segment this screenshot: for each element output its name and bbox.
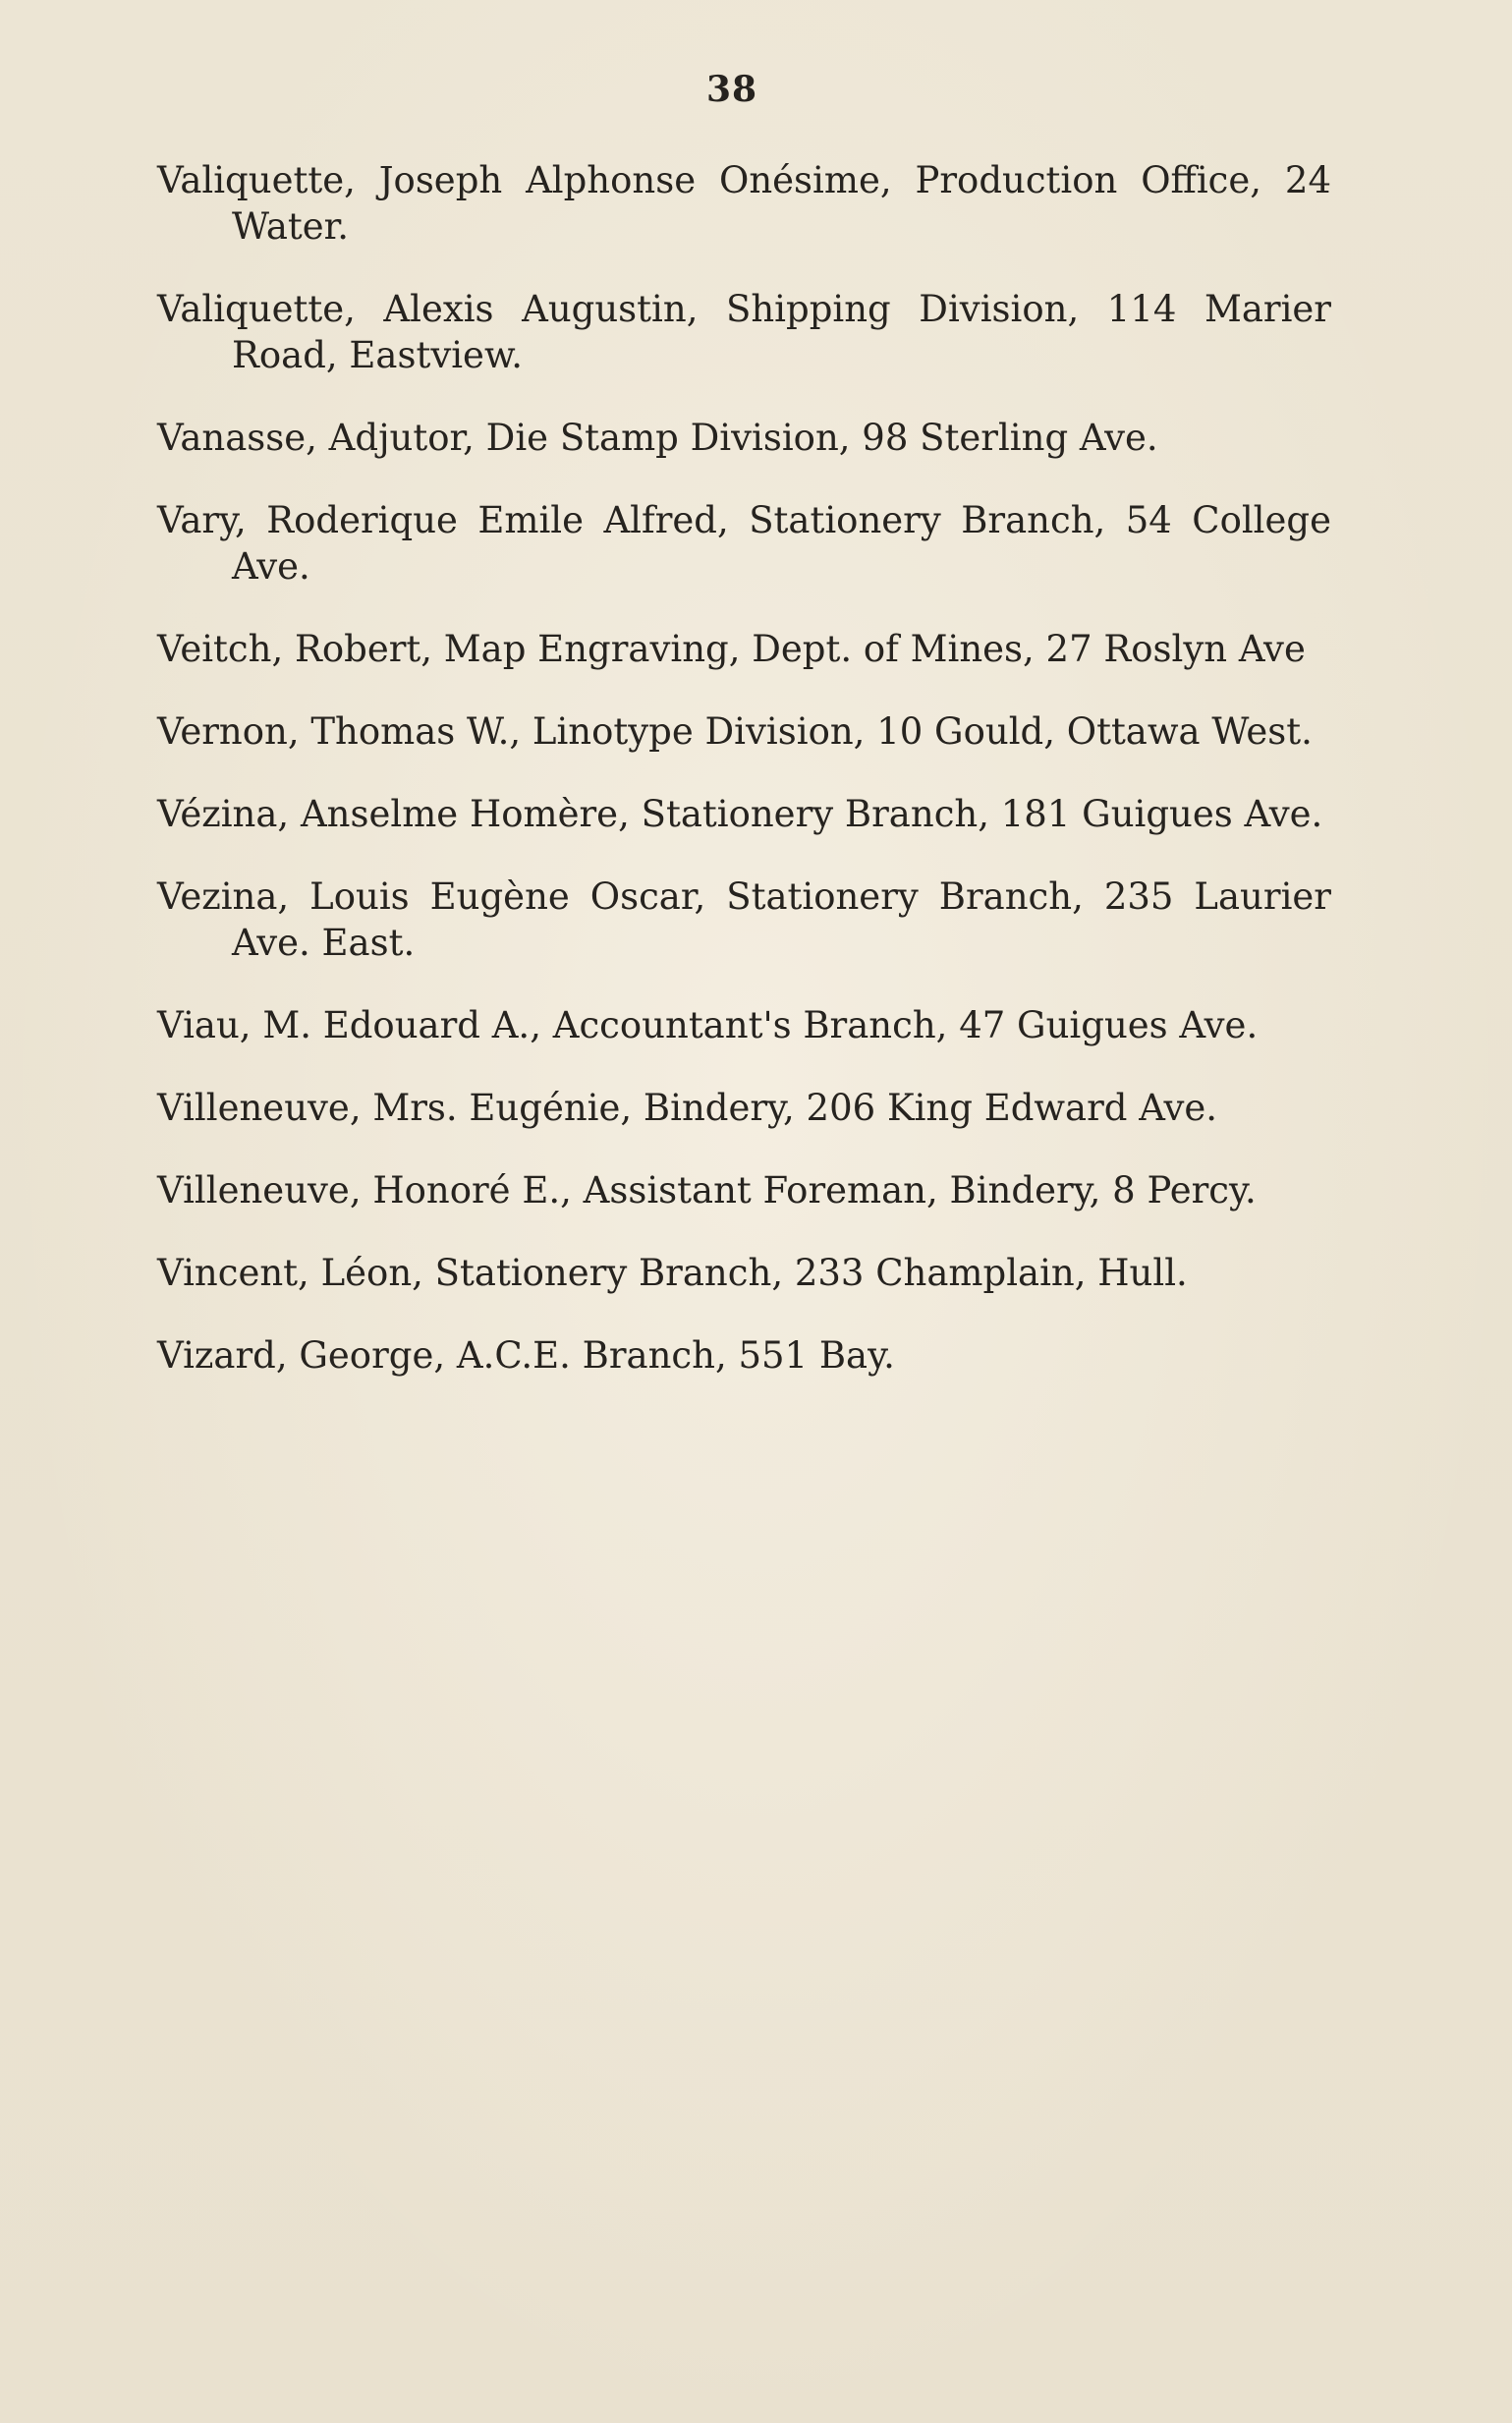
directory-entry: Valiquette, Alexis Augustin, Shipping Division, 114 Marier Road, Eastview.: [157, 288, 1331, 376]
page-number: 38: [705, 69, 758, 110]
directory-entry: Villeneuve, Mrs. Eugénie, Bindery, 206 King Edward Ave.: [157, 1087, 1218, 1129]
directory-entry: Vézina, Anselme Homère, Stationery Branch, 181 Guigues Ave.: [157, 793, 1323, 835]
directory-entry: Vincent, Léon, Stationery Branch, 233 Champlain, Hull.: [157, 1252, 1188, 1294]
directory-entry: Vernon, Thomas W., Linotype Division, 10 Gould, Ottawa West.: [157, 710, 1313, 753]
directory-entries: [157, 157, 1331, 1396]
directory-entry: Viau, M. Edouard A., Accountant's Branch, 47 Guigues Ave.: [157, 1004, 1259, 1046]
directory-entry: Valiquette, Joseph Alphonse Onésime, Production Office, 24 Water.: [157, 159, 1331, 248]
directory-entry: Vanasse, Adjutor, Die Stamp Division, 98 Sterling Ave.: [157, 417, 1158, 459]
directory-entry: Vizard, George, A.C.E. Branch, 551 Bay.: [157, 1334, 895, 1377]
directory-entry: Vezina, Louis Eugène Oscar, Stationery Branch, 235 Laurier Ave. East.: [157, 875, 1331, 964]
directory-entry: Vary, Roderique Emile Alfred, Stationery Branch, 54 College Ave.: [157, 499, 1331, 588]
directory-entry: Villeneuve, Honoré E., Assistant Foreman, Bindery, 8 Percy.: [157, 1169, 1257, 1212]
directory-entry: Veitch, Robert, Map Engraving, Dept. of Mines, 27 Roslyn Ave: [157, 628, 1306, 670]
